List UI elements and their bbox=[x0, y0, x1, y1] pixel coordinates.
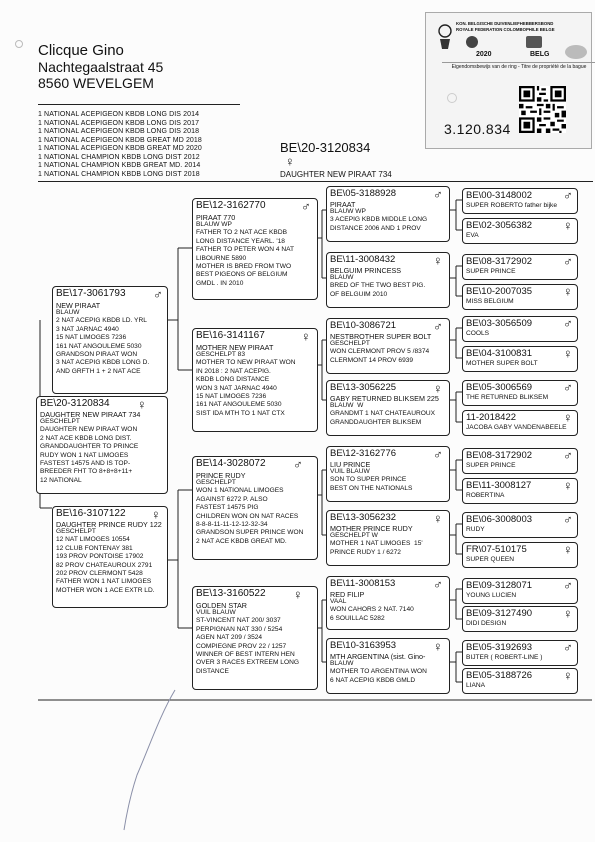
pigeon-name: COOLS bbox=[466, 330, 490, 337]
pigeon-info: GESCHELPT 83 MOTHER TO NEW PIRAAT WON IN 2018 : 2 NAT ACEPIG. KBDB LONG DISTANCE WON 3 NAT JARNAC 4940 15 NAT LIMOGES 7236 161 NAT ANGOULEME 5030 SIST IDA MTH TO 1 NAT CTX bbox=[196, 351, 296, 417]
male-icon: ♂ bbox=[433, 187, 443, 202]
ring-card-description: Eigendomsbewijs van de ring - Titre de propriété de la bague bbox=[442, 62, 595, 70]
male-icon: ♂ bbox=[293, 457, 303, 472]
female-icon: ♀ bbox=[151, 507, 161, 522]
ring-number: BE\12-3162776 bbox=[330, 448, 397, 459]
pigeon-info: BLAUW W GRANDMT 1 NAT CHATEAUROUX GRANDDAUGHTER BLIKSEM bbox=[330, 402, 436, 426]
pigeon-name: SUPER QUEEN bbox=[466, 556, 514, 563]
pigeon-name: RED FILIP bbox=[330, 590, 365, 599]
ring-number: BE\06-3008003 bbox=[466, 514, 533, 525]
ring-number: 3.120.834 bbox=[444, 121, 511, 137]
pigeon-name: DAUGHTER NEW PIRAAT 734 bbox=[40, 410, 141, 419]
achievement-item: 1 NATIONAL ACEPIGEON KBDB LONG DIS 2014 bbox=[38, 111, 200, 118]
pigeon-name: GABY RETURNED BLIKSEM 225 bbox=[330, 394, 439, 403]
ring-number: BE\13-3056225 bbox=[330, 382, 397, 393]
federation-name-fr: ROYALE FEDERATION COLOMBOPHILE BELGE bbox=[456, 27, 555, 32]
male-icon: ♂ bbox=[153, 287, 163, 302]
pigeon-info: VUIL BLAUW ST-VINCENT NAT 200/ 3037 PERPIGNAN NAT 330 / 5254 AGEN NAT 209 / 3524 COMPIEGNE PROV 22 / 1257 WINNER OF BEST INTERN HEN OVER 3 RACES EXTREEM LONG DISTANCE bbox=[196, 609, 299, 675]
female-icon: ♀ bbox=[433, 639, 443, 654]
achievement-item: 1 NATIONAL ACEPIGEON KBDB GREAT MD 2020 bbox=[38, 145, 202, 152]
female-icon: ♀ bbox=[285, 154, 295, 169]
ring-number: BE\05-3188726 bbox=[466, 670, 533, 681]
subject-ring: BE\20-3120834 bbox=[280, 140, 371, 155]
pigeon-name: BELGUIM PRINCESS bbox=[330, 266, 402, 275]
female-icon: ♀ bbox=[433, 381, 443, 396]
ring-number: BE\09-3127490 bbox=[466, 608, 533, 619]
ring-number: BE\09-3128071 bbox=[466, 580, 533, 591]
pigeon-name: NESTBROTHER SUPER BOLT bbox=[330, 332, 432, 341]
female-icon: ♀ bbox=[433, 253, 443, 268]
pigeon-name: MOTHER NEW PIRAAT bbox=[196, 343, 274, 352]
female-icon: ♀ bbox=[563, 346, 573, 361]
ring-number: BE\10-3163953 bbox=[330, 640, 397, 651]
ring-number: BE\13-3160522 bbox=[196, 588, 266, 599]
male-icon: ♂ bbox=[563, 188, 573, 203]
pigeon-name: MOTHER PRINCE RUDY bbox=[330, 524, 413, 533]
female-icon: ♀ bbox=[563, 410, 573, 425]
female-icon: ♀ bbox=[563, 668, 573, 683]
pigeon-info: BLAUW 2 NAT ACEPIG KBDB LD. YRL 3 NAT JARNAC 4940 15 NAT LIMOGES 7236 161 NAT ANGOULEME 5030 GRANDSON PIRAAT WON 3 NAT ACEPIG KBDB LONG D. AND GRFTH 1 + 2 NAT ACE bbox=[56, 309, 150, 375]
ring-number: 11-2018422 bbox=[466, 412, 517, 423]
ring-number: BE\10-2007035 bbox=[466, 286, 533, 297]
pigeon-name: BIJTER ( ROBERT-LINE ) bbox=[466, 654, 543, 661]
pigeon-name: MISS BELGIUM bbox=[466, 298, 514, 305]
ring-number: BE\00-3148002 bbox=[466, 190, 533, 201]
ring-number: BE\04-3100831 bbox=[466, 348, 533, 359]
pigeon-info: VUIL BLAUW SON TO SUPER PRINCE BEST ON THE NATIONALS bbox=[330, 468, 413, 492]
female-icon: ♀ bbox=[137, 397, 147, 412]
ring-number: FR\07-510175 bbox=[466, 544, 527, 555]
pigeon-info: BLAUW WP FATHER TO 2 NAT ACE KBDB LONG DISTANCE YEARL. '18 FATHER TO PETER WON 4 NAT LIBOURNE 5890 MOTHER IS BRED FROM TWO BEST PIGEONS OF BELGIUM GMDL . IN 2010 bbox=[196, 221, 295, 287]
male-icon: ♂ bbox=[563, 380, 573, 395]
pigeon-name: DAUGHTER PRINCE RUDY 122 bbox=[56, 520, 162, 529]
pigeon-name: PRINCE RUDY bbox=[196, 471, 246, 480]
pigeon-name: THE RETURNED BLIKSEM bbox=[466, 394, 549, 401]
male-icon: ♂ bbox=[563, 448, 573, 463]
ring-number: BE\16-3107122 bbox=[56, 508, 126, 519]
pigeon-name: NEW PIRAAT bbox=[56, 301, 101, 310]
female-icon: ♀ bbox=[563, 218, 573, 233]
achievement-item: 1 NATIONAL CHAMPION KBDB LONG DIST 2018 bbox=[38, 170, 200, 178]
female-icon: ♀ bbox=[301, 329, 311, 344]
ring-number: BE\05-3006569 bbox=[466, 382, 533, 393]
achievement-item: 1 NATIONAL CHAMPION KBDB GREAT MD. 2014 bbox=[38, 162, 201, 169]
ring-number: BE\08-3172902 bbox=[466, 450, 533, 461]
ring-number: BE\11-3008432 bbox=[330, 254, 396, 265]
ring-number: BE\05-3188928 bbox=[330, 188, 397, 199]
male-icon: ♂ bbox=[433, 447, 443, 462]
female-icon: ♀ bbox=[433, 511, 443, 526]
pigeon-name: EVA bbox=[466, 232, 479, 239]
female-icon: ♀ bbox=[293, 587, 303, 602]
pigeon-info: BLAUW WP 3 ACEPIG KBDB MIDDLE LONG DISTANCE 2006 AND 1 PROV bbox=[330, 208, 428, 232]
male-icon: ♂ bbox=[563, 578, 573, 593]
ring-number: BE\03-3056509 bbox=[466, 318, 533, 329]
female-icon: ♀ bbox=[563, 478, 573, 493]
pigeon-name: PIRAAT 770 bbox=[196, 213, 236, 222]
ring-number: BE\13-3056232 bbox=[330, 512, 397, 523]
ring-country: BELG bbox=[530, 51, 550, 58]
male-icon: ♂ bbox=[563, 254, 573, 269]
achievement-item: 1 NATIONAL ACEPIGEON KBDB LONG DIS 2018 bbox=[38, 128, 200, 135]
pigeon-name: LIANA bbox=[466, 682, 486, 689]
pigeon-name: MOTHER SUPER BOLT bbox=[466, 360, 538, 367]
male-icon: ♂ bbox=[433, 319, 443, 334]
ring-number: BE\14-3028072 bbox=[196, 458, 266, 469]
ring-number: BE\10-3086721 bbox=[330, 320, 397, 331]
male-icon: ♂ bbox=[433, 577, 443, 592]
achievement-item: 1 NATIONAL ACEPIGEON KBDB LONG DIS 2017 bbox=[38, 119, 200, 127]
pigeon-info: GESCHELPT DAUGHTER NEW PIRAAT WON 2 NAT ACE KBDB LONG DIST. GRANDDAUGHTER TO PRINCE RUDY WON 1 NAT LIMOGES FASTEST 14575 AND IS TOP- BREEDER FHT TO 8+8+8+11+ 12 NATIONAL bbox=[40, 418, 139, 484]
ring-number: BE\11-3008153 bbox=[330, 578, 396, 589]
ring-number: BE\11-3008127 bbox=[466, 480, 532, 491]
pigeon-info: GESCHELPT W MOTHER 1 NAT LIMOGES 15' PRINCE RUDY 1 / 6272 bbox=[330, 532, 423, 556]
pigeon-name: JACOBA GABY VANDENABEELE bbox=[466, 424, 567, 431]
pigeon-info: BLAUW MOTHER TO ARGENTINA WON 6 NAT ACEPIG KBDB GMLD bbox=[330, 660, 427, 684]
male-icon: ♂ bbox=[563, 316, 573, 331]
pigeon-name: DIDI DESIGN bbox=[466, 620, 507, 627]
pigeon-name: MTH ARGENTINA (sist. Gino- bbox=[330, 652, 426, 661]
ring-number: BE\20-3120834 bbox=[40, 398, 110, 409]
owner-city: 8560 WEVELGEM bbox=[38, 75, 154, 91]
owner-street: Nachtegaalstraat 45 bbox=[38, 59, 164, 75]
pigeon-name: ROBERTINA bbox=[466, 492, 505, 499]
ring-number: BE\17-3061793 bbox=[56, 288, 126, 299]
pigeon-name: PIRAAT bbox=[330, 200, 356, 209]
ring-number: BE\12-3162770 bbox=[196, 200, 266, 211]
ring-number: BE\16-3141167 bbox=[196, 330, 265, 341]
pigeon-info: VAAL WON CAHORS 2 NAT. 7140 6 SOUILLAC 5282 bbox=[330, 598, 414, 622]
ring-year: 2020 bbox=[476, 51, 492, 58]
pigeon-name: RUDY bbox=[466, 526, 485, 533]
pigeon-name: GOLDEN STAR bbox=[196, 601, 247, 610]
achievement-item: 1 NATIONAL CHAMPION KBDB LONG DIST 2012 bbox=[38, 153, 200, 161]
pigeon-name: SUPER PRINCE bbox=[466, 462, 516, 469]
pigeon-info: GESCHELPT WON CLERMONT PROV 5 /8374 CLERMONT 14 PROV 6939 bbox=[330, 340, 430, 364]
male-icon: ♂ bbox=[563, 640, 573, 655]
female-icon: ♀ bbox=[563, 284, 573, 299]
pigeon-name: YOUNG LUCIEN bbox=[466, 592, 517, 599]
pigeon-name: SUPER ROBERTO father bijke bbox=[466, 202, 558, 209]
pigeon-name: SUPER PRINCE bbox=[466, 268, 516, 275]
ring-number: BE\05-3192693 bbox=[466, 642, 533, 653]
pigeon-info: GESCHELPT WON 1 NATIONAL LIMOGES AGAINST 6272 P. ALSO FASTEST 14575 PIG CHILDREN WON ON NAT RACES 8-8-8-11-11-12-12-32-34 GRANDSON SUPER PRINCE WON 2 NAT ACE KBDB GREAT MD. bbox=[196, 479, 304, 545]
male-icon: ♂ bbox=[563, 512, 573, 527]
female-icon: ♀ bbox=[563, 542, 573, 557]
pigeon-info: GESCHELPT 12 NAT LIMOGES 10554 12 CLUB FONTENAY 381 193 PROV PONTOISE 17902 82 PROV CHATEAUROUX 2791 202 PROV CLERMONT 5428 FATHER WON 1 NAT LIMOGES MOTHER WON 1 ACE EXTR LD. bbox=[56, 528, 155, 594]
owner-name: Clicque Gino bbox=[38, 42, 124, 59]
ring-number: BE\08-3172902 bbox=[466, 256, 533, 267]
achievement-item: 1 NATIONAL ACEPIGEON KBDB GREAT MD 2018 bbox=[38, 136, 202, 144]
subject-name: DAUGHTER NEW PIRAAT 734 bbox=[280, 170, 392, 179]
female-icon: ♀ bbox=[563, 606, 573, 621]
pigeon-name: LIU PRINCE bbox=[330, 460, 371, 469]
ring-number: BE\02-3056382 bbox=[466, 220, 533, 231]
pigeon-info: BLAUW BRED OF THE TWO BEST PIG. OF BELGUIM 2010 bbox=[330, 274, 426, 298]
federation-name-nl: KON. BELGISCHE DUIVENLIEFHEBBERSBOND bbox=[456, 21, 554, 26]
male-icon: ♂ bbox=[301, 199, 311, 214]
